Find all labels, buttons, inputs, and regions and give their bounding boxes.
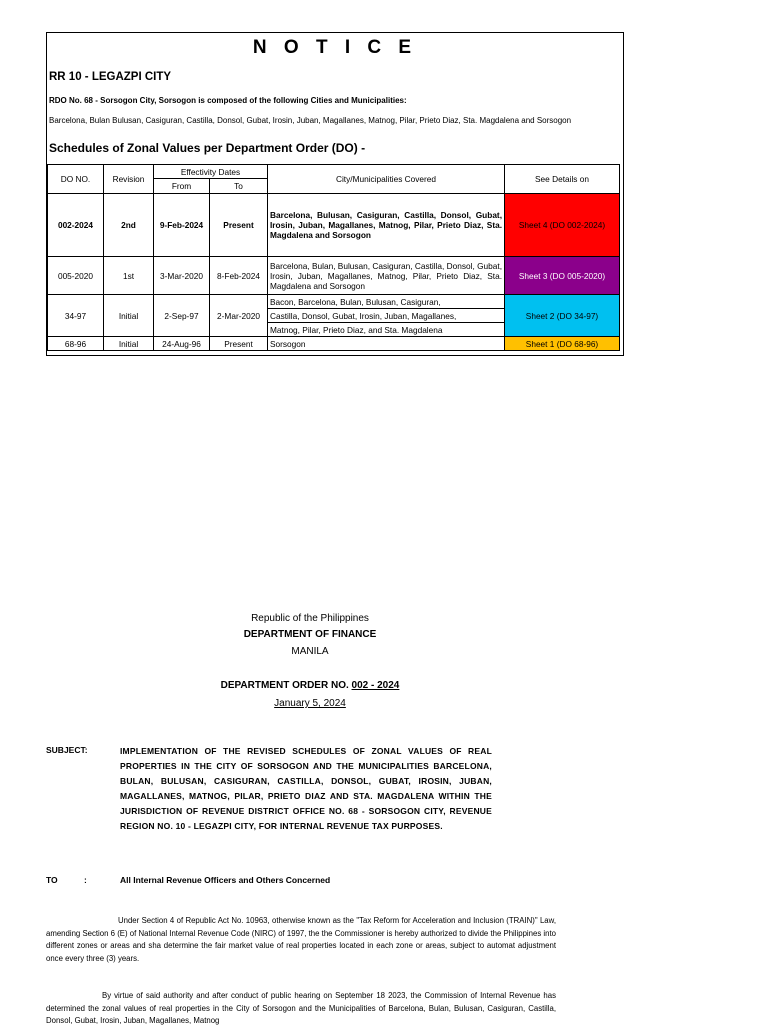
to-date-cell: 8-Feb-2024 [210, 257, 268, 295]
cities-list: Barcelona, Bulan Bulusan, Casiguran, Castilla, Donsol, Gubat, Irosin, Juban, Magallanes, Matnog, Pilar, Prieto Diaz, Sta. Magdalena and Sorsogon [49, 116, 572, 125]
sheet-link[interactable]: Sheet 2 (DO 34-97) [505, 295, 620, 337]
covered-cell-line: Bacon, Barcelona, Bulan, Bulusan, Casiguran, [268, 295, 505, 309]
city-line: MANILA [291, 646, 329, 657]
department-order-number [0, 680, 620, 691]
republic-line: Republic of the Philippines [251, 613, 369, 624]
subject-label: SUBJECT: [46, 745, 88, 755]
revision-cell: Initial [104, 337, 154, 351]
to-text: All Internal Revenue Officers and Others Concerned [120, 875, 331, 885]
department-line: DEPARTMENT OF FINANCE [243, 629, 377, 640]
sheet-link[interactable]: Sheet 4 (DO 002-2024) [505, 194, 620, 257]
to-colon: : [84, 875, 87, 885]
order-date: January 5, 2024 [274, 698, 346, 709]
header-covered: City/Municipalities Covered [268, 165, 505, 194]
sheet-link[interactable]: Sheet 3 (DO 005-2020) [505, 257, 620, 295]
to-label: TO [46, 875, 58, 885]
header-do-no: DO NO. [48, 165, 104, 194]
covered-cell: Barcelona, Bulusan, Casiguran, Castilla, Donsol, Gubat, Irosin, Juban, Magallanes, Matnog, Pilar, Prieto Diaz, Sta. Magdalena and Sorsogon [268, 194, 505, 257]
revision-cell: 2nd [104, 194, 154, 257]
table-row [48, 295, 620, 309]
to-date-cell: Present [210, 337, 268, 351]
paragraph-1: Under Section 4 of Republic Act No. 10963, otherwise known as the "Tax Reform for Acceleration and Inclusion (TRAIN)" Law, amending Section 6 (E) of National Internal Revenue Code (NIRC) of 1997, the the Commissioner is hereby authorized to divide the Philippines into different zones or areas and sha determine the fair market value of real properties located in each zone or areas, subject to automat adjustment once every three (3) years. [46, 916, 556, 963]
header-revision: Revision [104, 165, 154, 194]
from-date-cell: 3-Mar-2020 [154, 257, 210, 295]
do-number-cell: 005-2020 [48, 257, 104, 295]
from-date-cell: 9-Feb-2024 [154, 194, 210, 257]
sheet-link[interactable]: Sheet 1 (DO 68-96) [505, 337, 620, 351]
do-number: 002 - 2024 [351, 680, 400, 691]
do-number-cell: 68-96 [48, 337, 104, 351]
do-number-cell: 002-2024 [48, 194, 104, 257]
header-effectivity: Effectivity Dates [154, 165, 268, 179]
header-from: From [154, 179, 210, 194]
notice-box [46, 32, 624, 356]
to-date-cell: 2-Mar-2020 [210, 295, 268, 337]
covered-cell-line: Matnog, Pilar, Prieto Diaz, and Sta. Magdalena [268, 323, 505, 337]
do-prefix: DEPARTMENT ORDER NO. [220, 680, 349, 691]
revision-cell: 1st [104, 257, 154, 295]
schedules-title: Schedules of Zonal Values per Department Order (DO) - [49, 141, 366, 155]
header-details: See Details on [505, 165, 620, 194]
revenue-region-label: RR 10 - LEGAZPI CITY [49, 71, 172, 83]
paragraph-2: By virtue of said authority and after conduct of public hearing on September 18 2023, the Commission of Internal Revenue has determined the zonal values of real properties in the City of Sorsogon and the Municipalities of Barcelona, Bulan, Bulusan, Casiguran, Castilla, Donsol, Gubat, Irosin, Juban, Magallanes, Matnog [46, 991, 556, 1025]
header-to: To [210, 179, 268, 194]
covered-cell-line: Castilla, Donsol, Gubat, Irosin, Juban, Magallanes, [268, 309, 505, 323]
table-row [48, 257, 620, 295]
revision-cell: Initial [104, 295, 154, 337]
table-row [48, 337, 620, 351]
covered-cell: Sorsogon [268, 337, 505, 351]
do-number-cell: 34-97 [48, 295, 104, 337]
to-date-cell: Present [210, 194, 268, 257]
subject-text: IMPLEMENTATION OF THE REVISED SCHEDULES OF ZONAL VALUES OF REAL PROPERTIES IN THE CITY OF SORSOGON AND THE MUNICIPALITIES BARCELONA, BULAN, BULUSAN, CASIGURAN, CASTILLA, DONSOL, GUBAT, IROSIN, JUBAN, MAGALLANES, MATNOG, PILAR, PRIETO DIAZ AND STA. MAGDALENA WITHIN THE JURISDICTION OF REVENUE DISTRICT OFFICE NO. 68 - SORSOGON CITY, REVENUE REGION NO. 10 - LEGAZPI CITY, FOR INTERNAL REVENUE TAX PURPOSES. [120, 746, 492, 831]
from-date-cell: 2-Sep-97 [154, 295, 210, 337]
from-date-cell: 24-Aug-96 [154, 337, 210, 351]
covered-cell: Barcelona, Bulan, Bulusan, Casiguran, Castilla, Donsol, Gubat, Irosin, Juban, Magallanes, Matnog, Pilar, Prieto Diaz, Sta. Magdalena and Sorsogon [268, 257, 505, 295]
notice-title: N O T I C E [252, 37, 418, 58]
table-row [48, 194, 620, 257]
rdo-description: RDO No. 68 - Sorsogon City, Sorsogon is composed of the following Cities and Municipalities: [49, 96, 407, 105]
department-order-table [47, 164, 620, 351]
